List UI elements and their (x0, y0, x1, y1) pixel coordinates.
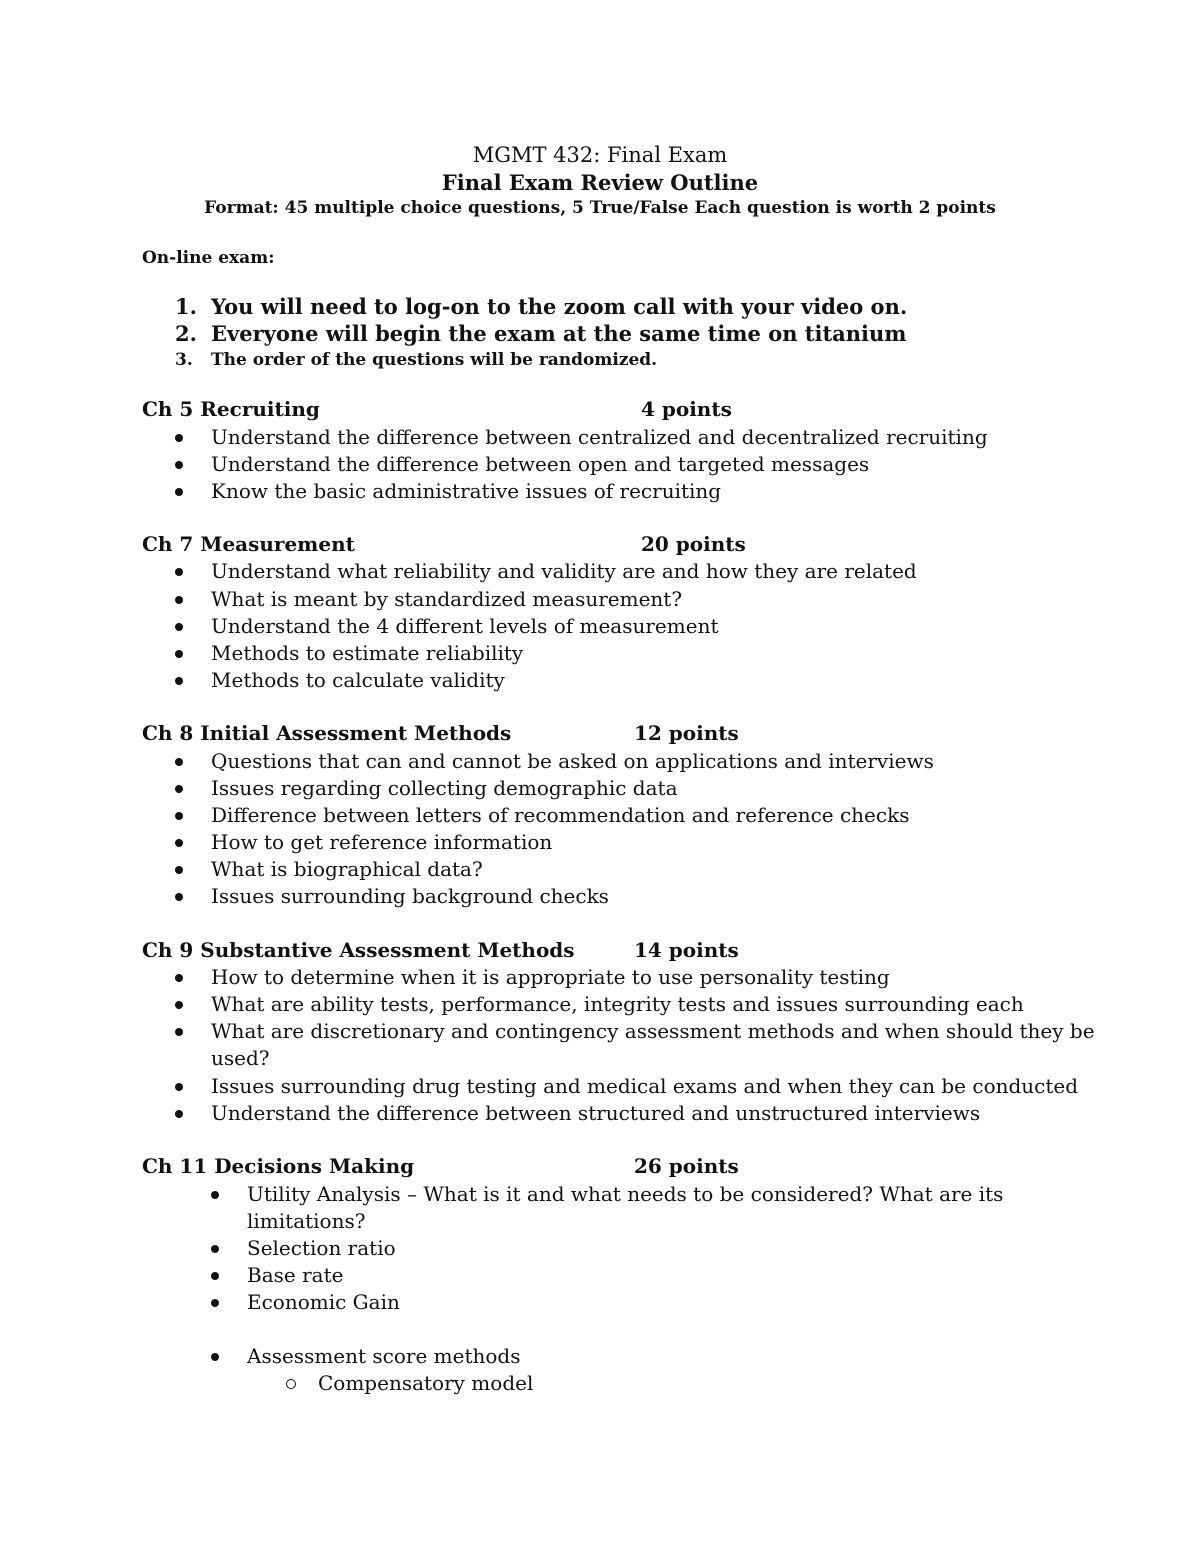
bullet-text: How to determine when it is appropriate to use personality testing (211, 965, 890, 989)
bullet-text: Methods to calculate validity (211, 668, 505, 692)
bullet-icon (175, 866, 183, 874)
list-item (211, 964, 890, 991)
bullet-text: limitations? (247, 1209, 366, 1233)
bullet-icon (175, 974, 183, 982)
list-item (211, 1100, 980, 1127)
list-item (211, 667, 505, 694)
list-item (211, 802, 909, 829)
list-item-continuation (211, 1045, 270, 1072)
list-item (211, 1073, 1078, 1100)
bullet-text: Understand the difference between structured and unstructured interviews (211, 1101, 981, 1125)
bullet-icon (175, 1110, 183, 1118)
list-item-continuation (247, 1208, 365, 1235)
item-text: The order of the questions will be randomized. (211, 350, 658, 370)
bullet-text: How to get reference information (211, 830, 553, 854)
sub-list-item (318, 1370, 533, 1397)
list-item (211, 451, 869, 478)
list-item (211, 883, 609, 910)
bullet-text: Understand the 4 different levels of measurement (211, 614, 719, 638)
item-number: 2. (175, 321, 197, 346)
section-points: 14 points (634, 938, 739, 962)
bullet-icon (175, 1028, 183, 1036)
bullet-icon (211, 1245, 219, 1253)
bullet-text: Issues surrounding drug testing and medical exams and when they can be conducted (211, 1074, 1079, 1098)
bullet-icon (175, 677, 183, 685)
bullet-icon (175, 596, 183, 604)
bullet-text: Utility Analysis – What is it and what needs to be considered? What are its (247, 1182, 1004, 1206)
list-item (211, 775, 678, 802)
bullet-text: What are ability tests, performance, integrity tests and issues surrounding each (211, 992, 1024, 1016)
list-item (175, 294, 907, 319)
bullet-text: Know the basic administrative issues of recruiting (211, 479, 722, 503)
hollow-bullet-icon (286, 1379, 296, 1389)
list-item (211, 991, 1024, 1018)
bullet-icon (175, 434, 183, 442)
page-title: MGMT 432: Final Exam (472, 143, 728, 167)
bullet-icon (175, 623, 183, 631)
bullet-icon (175, 812, 183, 820)
bullet-text: Compensatory model (318, 1371, 534, 1395)
list-item (247, 1181, 1003, 1208)
section-title: Ch 7 Measurement (142, 532, 355, 556)
bullet-icon (175, 488, 183, 496)
page-subtitle: Final Exam Review Outline (441, 170, 759, 195)
list-item (211, 856, 483, 883)
online-heading: On-line exam: (142, 248, 275, 268)
bullet-text: Base rate (247, 1263, 344, 1287)
list-item (211, 613, 718, 640)
bullet-icon (175, 568, 183, 576)
section-points: 12 points (634, 721, 739, 745)
section-title: Ch 5 Recruiting (142, 397, 320, 421)
list-item (175, 350, 657, 370)
section-points: 26 points (634, 1154, 739, 1178)
bullet-text: Assessment score methods (247, 1344, 521, 1368)
item-number: 3. (175, 350, 193, 370)
bullet-text: used? (211, 1046, 270, 1070)
list-item (211, 748, 934, 775)
bullet-icon (175, 1001, 183, 1009)
bullet-icon (175, 461, 183, 469)
list-item (247, 1343, 521, 1370)
exam-format: Format: 45 multiple choice questions, 5 True/False Each question is worth 2 points (204, 198, 996, 218)
bullet-text: What is meant by standardized measurement? (211, 587, 683, 611)
list-item (211, 478, 721, 505)
bullet-text: Difference between letters of recommendation and reference checks (211, 803, 910, 827)
item-text: You will need to log-on to the zoom call with your video on. (211, 294, 908, 319)
bullet-icon (175, 758, 183, 766)
list-item (247, 1289, 400, 1316)
section-points: 4 points (641, 397, 732, 421)
bullet-icon (175, 785, 183, 793)
item-text: Everyone will begin the exam at the same time on titanium (211, 321, 907, 346)
section-title: Ch 9 Substantive Assessment Methods (142, 938, 575, 962)
list-item (211, 1018, 1095, 1045)
list-item (175, 321, 907, 346)
list-item (211, 829, 552, 856)
list-item (211, 640, 523, 667)
bullet-text: Understand the difference between open and targeted messages (211, 452, 870, 476)
list-item (211, 424, 988, 451)
bullet-text: Questions that can and cannot be asked on applications and interviews (211, 749, 934, 773)
bullet-icon (211, 1353, 219, 1361)
bullet-icon (211, 1272, 219, 1280)
section-title: Ch 11 Decisions Making (142, 1154, 415, 1178)
bullet-text: Issues regarding collecting demographic data (211, 776, 678, 800)
bullet-icon (211, 1191, 219, 1199)
bullet-text: Economic Gain (247, 1290, 400, 1314)
item-number: 1. (175, 294, 197, 319)
section-title: Ch 8 Initial Assessment Methods (142, 721, 512, 745)
section-points: 20 points (641, 532, 746, 556)
bullet-text: What are discretionary and contingency assessment methods and when should they be (211, 1019, 1095, 1043)
list-item (211, 558, 917, 585)
bullet-icon (211, 1299, 219, 1307)
list-item (247, 1262, 343, 1289)
bullet-text: Understand the difference between centralized and decentralized recruiting (211, 425, 988, 449)
bullet-text: Methods to estimate reliability (211, 641, 524, 665)
bullet-text: Issues surrounding background checks (211, 884, 609, 908)
bullet-text: Understand what reliability and validity are and how they are related (211, 559, 917, 583)
list-item (211, 586, 682, 613)
list-item (247, 1235, 396, 1262)
bullet-icon (175, 650, 183, 658)
bullet-icon (175, 1083, 183, 1091)
bullet-icon (175, 893, 183, 901)
bullet-text: Selection ratio (247, 1236, 396, 1260)
bullet-text: What is biographical data? (211, 857, 483, 881)
bullet-icon (175, 839, 183, 847)
